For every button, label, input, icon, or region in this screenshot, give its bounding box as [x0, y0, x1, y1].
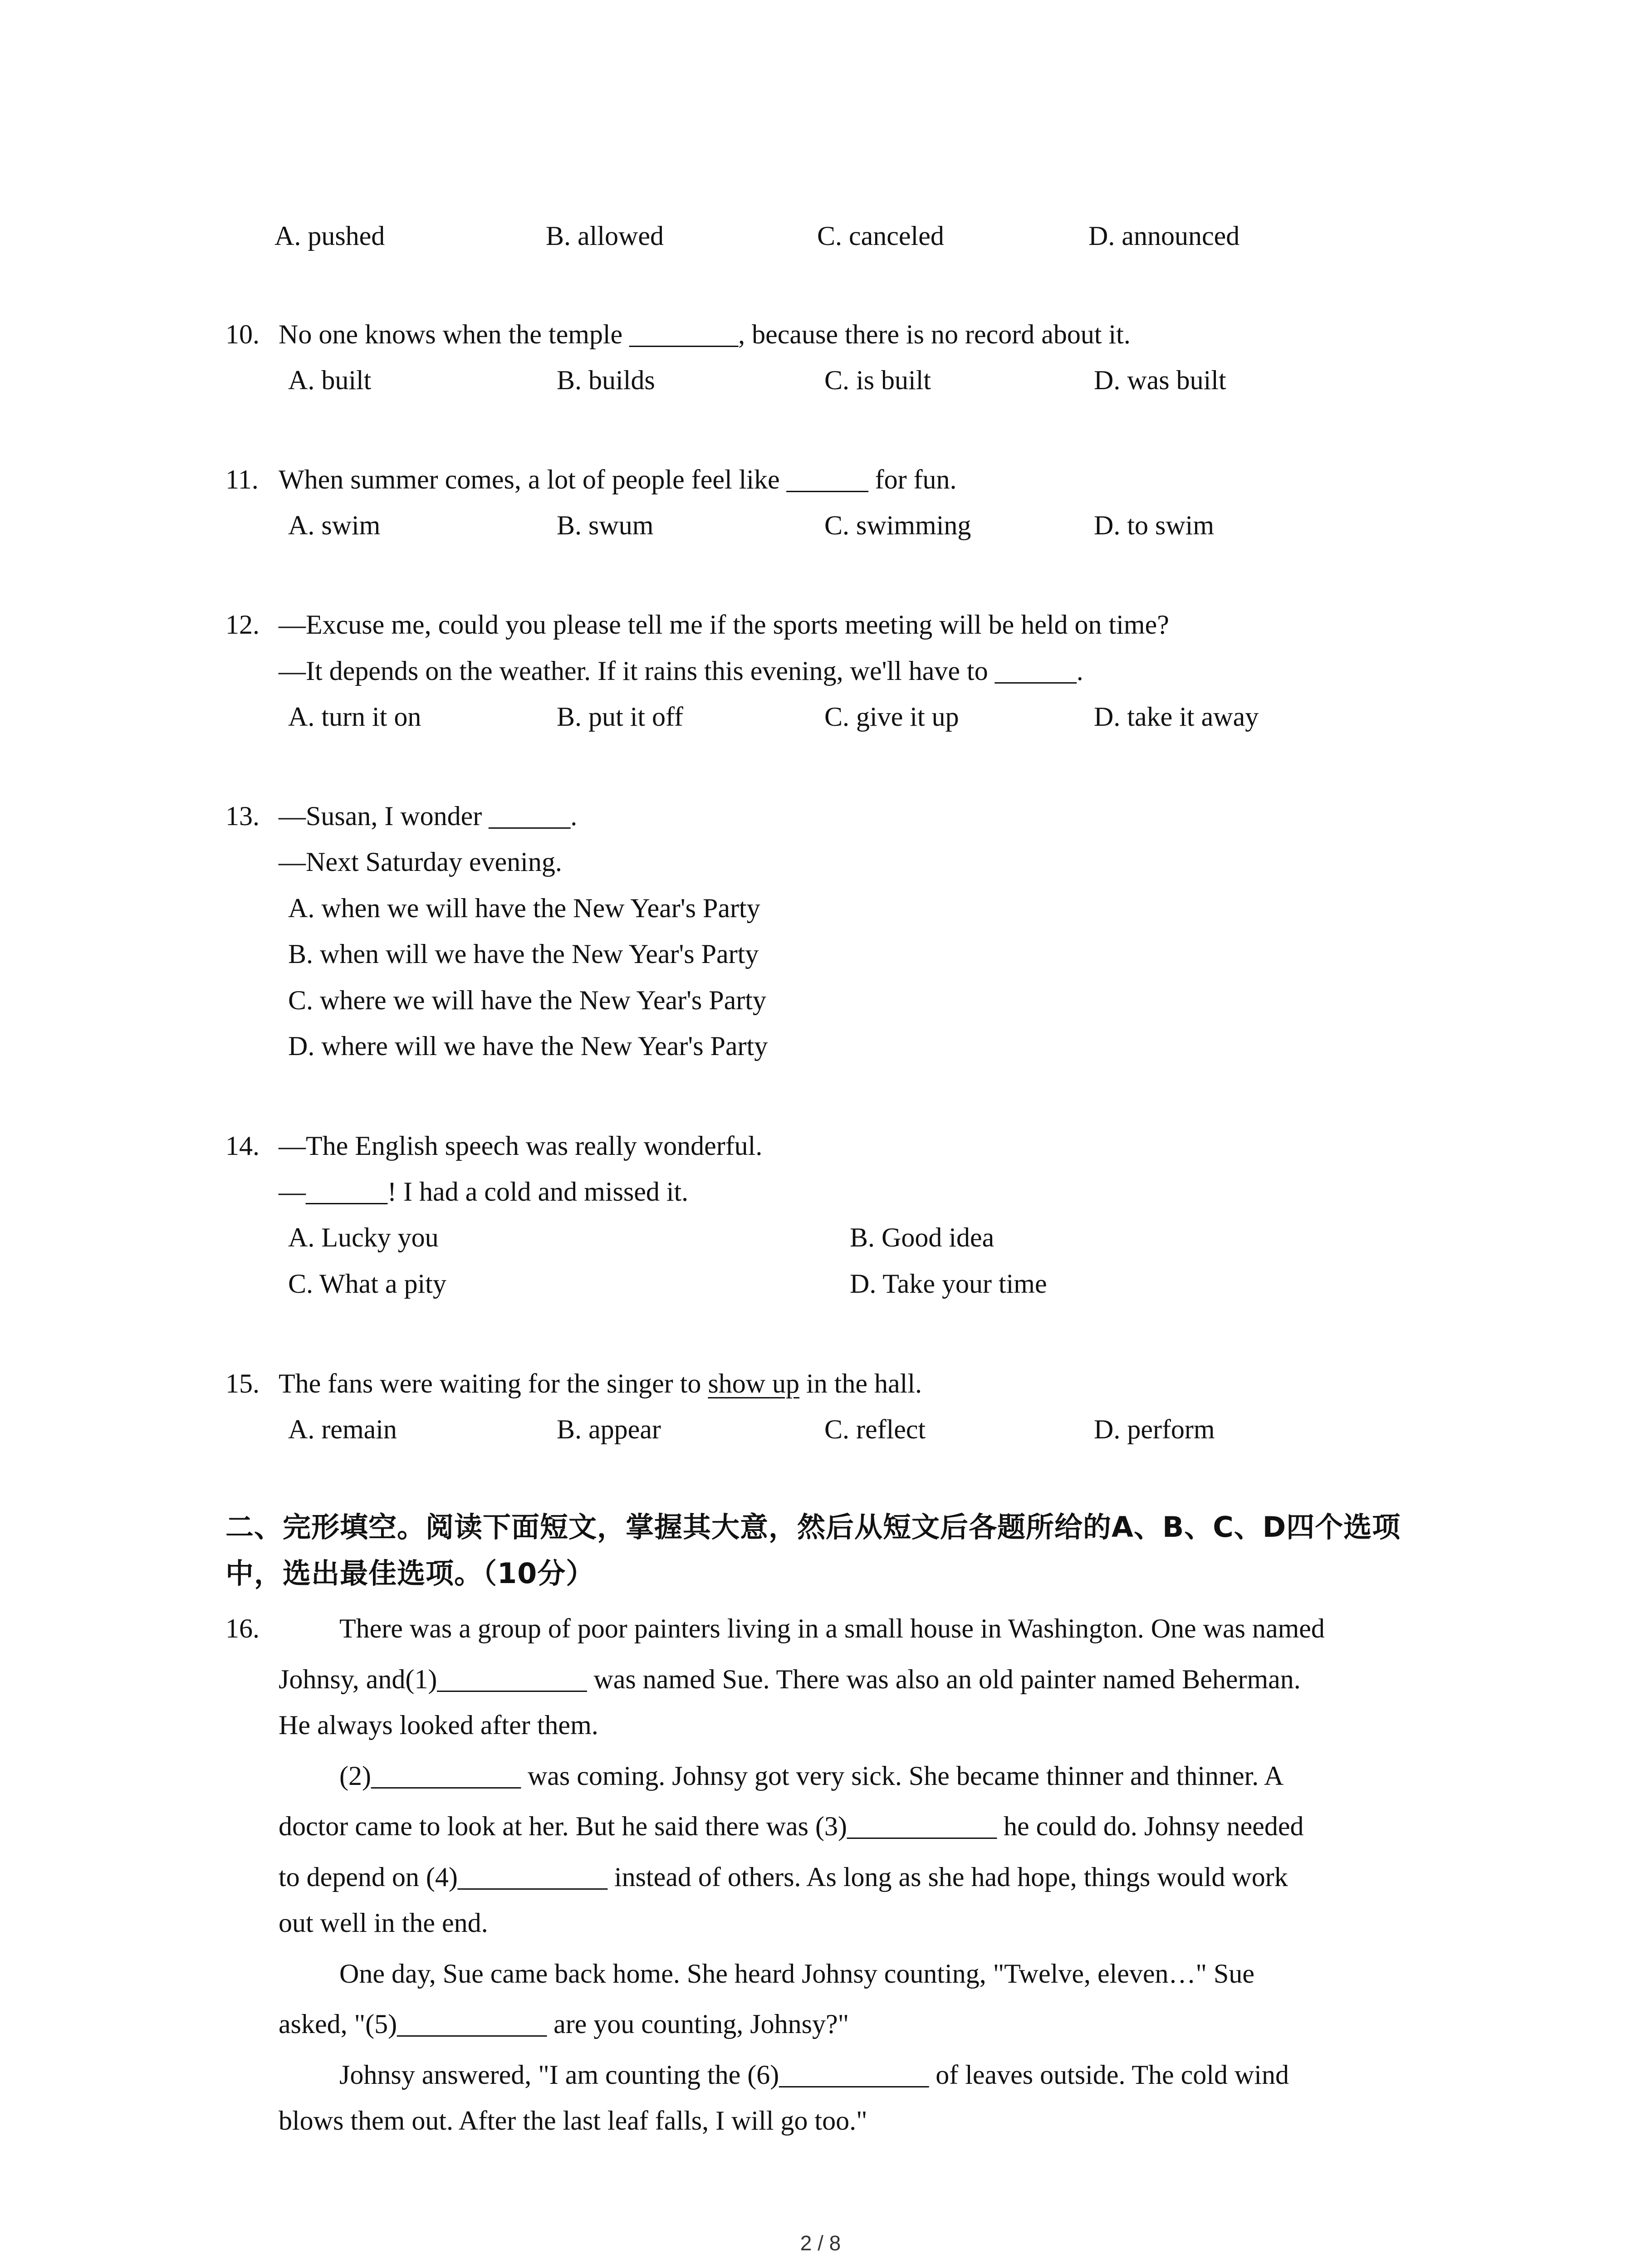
- q16-line-7: out well in the end.: [279, 1908, 488, 1938]
- q13-option-b: B. when will we have the New Year's Party: [288, 939, 759, 969]
- q10-option-d: D. was built: [1094, 365, 1226, 395]
- q15-stem-before: The fans were waiting for the singer to: [279, 1369, 708, 1398]
- q16-line-5: doctor came to look at her. But he said there was (3)___________ he could do. Johnsy needed: [279, 1811, 1304, 1841]
- q15-stem-underlined: show up: [708, 1369, 800, 1398]
- q12-option-a: A. turn it on: [288, 702, 421, 732]
- q15-stem: [279, 1370, 922, 1397]
- q16-line-11: blows them out. After the last leaf falls, I will go too.": [279, 2106, 867, 2136]
- q15-option-d: D. perform: [1094, 1414, 1215, 1444]
- q13-line-2: —Next Saturday evening.: [279, 847, 562, 877]
- q16-line-2: Johnsy, and(1)___________ was named Sue. There was also an old painter named Beherman.: [279, 1664, 1301, 1694]
- q14-line-2: —______! I had a cold and missed it.: [279, 1177, 689, 1207]
- q11-stem: When summer comes, a lot of people feel like ______ for fun.: [279, 464, 957, 494]
- q13-option-d: D. where will we have the New Year's Party: [288, 1031, 768, 1061]
- q9-option-c: C. canceled: [817, 221, 944, 251]
- page-number: 2 / 8: [800, 2231, 841, 2255]
- section2-heading-line-2: 中，选出最佳选项。（10分）: [225, 1557, 595, 1590]
- q16-line-6: to depend on (4)___________ instead of others. As long as she had hope, things would work: [279, 1862, 1288, 1892]
- q12-option-c: C. give it up: [824, 702, 959, 732]
- q13-option-c: C. where we will have the New Year's Party: [288, 985, 766, 1015]
- q13-number: 13.: [225, 801, 260, 831]
- q15-option-c: C. reflect: [824, 1414, 926, 1444]
- q15-option-b: B. appear: [557, 1414, 661, 1444]
- q13-option-a: A. when we will have the New Year's Party: [288, 893, 760, 923]
- q16-line-9: asked, "(5)___________ are you counting, Johnsy?": [279, 2009, 849, 2039]
- q11-option-d: D. to swim: [1094, 510, 1215, 540]
- q16-line-1: There was a group of poor painters living in a small house in Washington. One was named: [339, 1613, 1325, 1643]
- q10-option-b: B. builds: [557, 365, 655, 395]
- q14-line-1: —The English speech was really wonderful.: [279, 1131, 763, 1161]
- q12-option-d: D. take it away: [1094, 702, 1259, 732]
- q16-line-10: Johnsy answered, "I am counting the (6)___________ of leaves outside. The cold wind: [339, 2060, 1289, 2090]
- q14-option-d: D. Take your time: [850, 1269, 1047, 1299]
- q9-option-d: D. announced: [1088, 221, 1240, 251]
- q16-number: 16.: [225, 1613, 260, 1643]
- q9-option-a: A. pushed: [274, 221, 385, 251]
- q15-stem-after: in the hall.: [799, 1369, 922, 1398]
- q15-number: 15.: [225, 1369, 260, 1398]
- q10-option-c: C. is built: [824, 365, 931, 395]
- q12-option-b: B. put it off: [557, 702, 683, 732]
- q14-number: 14.: [225, 1131, 260, 1161]
- q13-line-1: —Susan, I wonder ______.: [279, 801, 578, 831]
- q11-option-a: A. swim: [288, 510, 381, 540]
- q11-option-c: C. swimming: [824, 510, 971, 540]
- q16-line-8: One day, Sue came back home. She heard Johnsy counting, "Twelve, eleven…" Sue: [339, 1959, 1255, 1989]
- section2-heading-line-1: 二、完形填空。阅读下面短文，掌握其大意，然后从短文后各题所给的A、B、C、D四个选项: [225, 1510, 1401, 1544]
- q15-option-a: A. remain: [288, 1414, 397, 1444]
- q14-option-b: B. Good idea: [850, 1222, 994, 1252]
- q11-number: 11.: [225, 464, 259, 494]
- q12-line-2: —It depends on the weather. If it rains this evening, we'll have to ______.: [279, 656, 1083, 686]
- q12-line-1: —Excuse me, could you please tell me if the sports meeting will be held on time?: [279, 610, 1169, 640]
- q12-number: 12.: [225, 610, 260, 640]
- q16-line-3: He always looked after them.: [279, 1710, 598, 1740]
- q10-option-a: A. built: [288, 365, 372, 395]
- q11-option-b: B. swum: [557, 510, 654, 540]
- q10-stem: No one knows when the temple ________, because there is no record about it.: [279, 319, 1131, 349]
- q9-option-b: B. allowed: [546, 221, 664, 251]
- q16-line-4: (2)___________ was coming. Johnsy got very sick. She became thinner and thinner. A: [339, 1761, 1284, 1791]
- q14-option-c: C. What a pity: [288, 1269, 446, 1299]
- q10-number: 10.: [225, 319, 260, 349]
- q14-option-a: A. Lucky you: [288, 1222, 439, 1252]
